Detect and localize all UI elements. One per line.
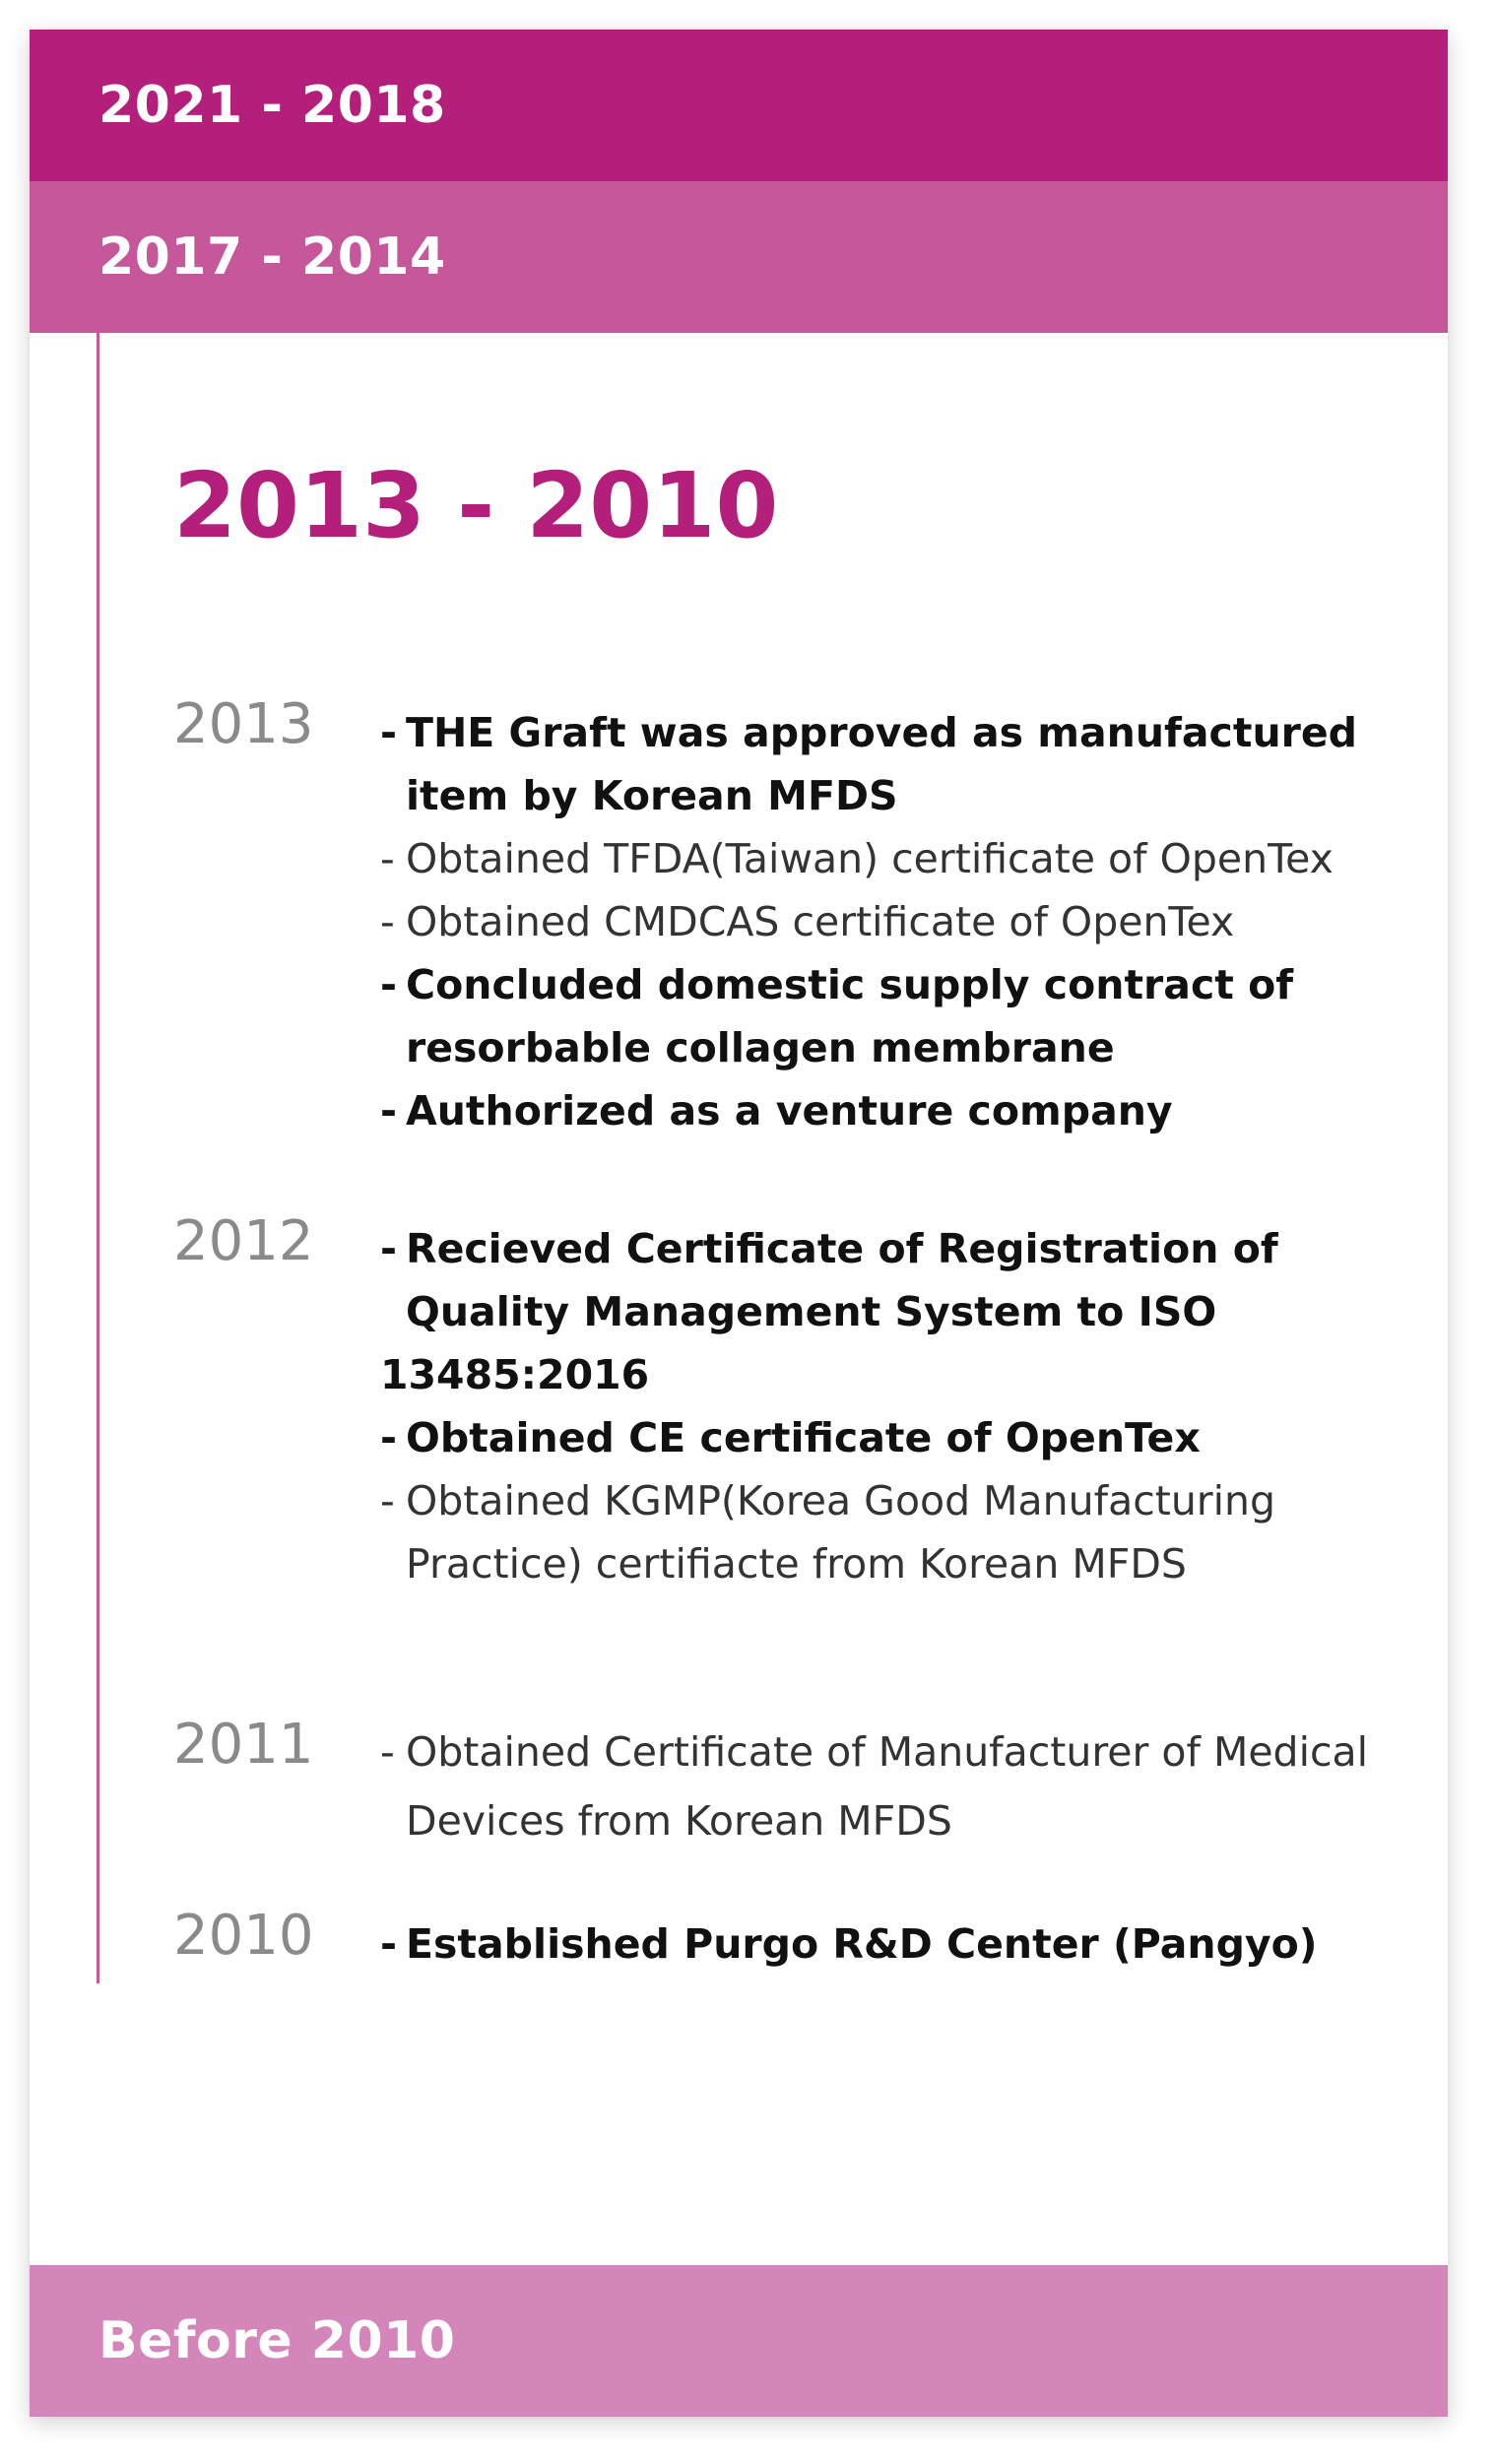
tab-2021-2018-label: 2021 - 2018 [98, 76, 446, 135]
tab-before-2010[interactable] [30, 2265, 1448, 2417]
year-2011: 2011 [173, 1713, 314, 1777]
event-item: - Concluded domestic supply contract of resorbable collagen membrane [380, 961, 1294, 1071]
event-item: - Obtained CE certificate of OpenTex [380, 1414, 1201, 1461]
panel-2013-2010 [30, 333, 1448, 2265]
tab-2017-2014-label: 2017 - 2014 [98, 227, 446, 287]
events-2012 [380, 1217, 1395, 1595]
year-2012: 2012 [173, 1209, 314, 1273]
events-2011 [380, 1718, 1395, 1855]
event-text: THE Graft was approved as manufactured item by Korean MFDS [406, 709, 1358, 819]
event-text: Concluded domestic supply contract of resorbable collagen membrane [406, 961, 1294, 1071]
event-item: - Obtained KGMP(Korea Good Manufacturing Practice) certifiacte from Korean MFDS [380, 1477, 1276, 1588]
event-text: Authorized as a venture company [406, 1087, 1173, 1135]
timeline-line [97, 333, 99, 1983]
year-2010: 2010 [173, 1904, 314, 1968]
event-text: Obtained CE certificate of OpenTex [406, 1414, 1201, 1461]
events-2010 [380, 1913, 1395, 1976]
event-item: - Established Purgo R&D Center (Pangyo) [380, 1920, 1318, 1968]
tab-before-2010-label: Before 2010 [98, 2311, 456, 2370]
event-item: - Obtained CMDCAS certificate of OpenTex [380, 898, 1235, 945]
tab-2017-2014[interactable] [30, 181, 1448, 333]
event-text: Obtained Certificate of Manufacturer of Medical Devices from Korean MFDS [406, 1728, 1369, 1845]
event-item: - Obtained Certificate of Manufacturer of Medical Devices from Korean MFDS [380, 1728, 1369, 1845]
year-2013: 2013 [173, 692, 314, 756]
event-item: - THE Graft was approved as manufactured item by Korean MFDS [380, 709, 1358, 819]
panel-title: 2013 - 2010 [173, 453, 779, 558]
tab-2021-2018[interactable] [30, 30, 1448, 181]
event-text: 13485:2016 [380, 1351, 650, 1398]
event-item: - Recieved Certificate of Registration of Quality Management System to ISO [380, 1225, 1278, 1335]
event-text: Obtained TFDA(Taiwan) certificate of OpenTex [406, 835, 1334, 882]
event-item-continuation [380, 1343, 1395, 1406]
events-2013 [380, 701, 1395, 1142]
event-text: Established Purgo R&D Center (Pangyo) [406, 1920, 1318, 1968]
event-text: Recieved Certificate of Registration of Quality Management System to ISO [406, 1225, 1278, 1335]
history-card [30, 30, 1448, 2417]
event-text: Obtained KGMP(Korea Good Manufacturing Practice) certifiacte from Korean MFDS [406, 1477, 1276, 1588]
event-text: Obtained CMDCAS certificate of OpenTex [406, 898, 1235, 945]
event-item: - Authorized as a venture company [380, 1087, 1173, 1135]
event-item: - Obtained TFDA(Taiwan) certificate of OpenTex [380, 835, 1334, 882]
